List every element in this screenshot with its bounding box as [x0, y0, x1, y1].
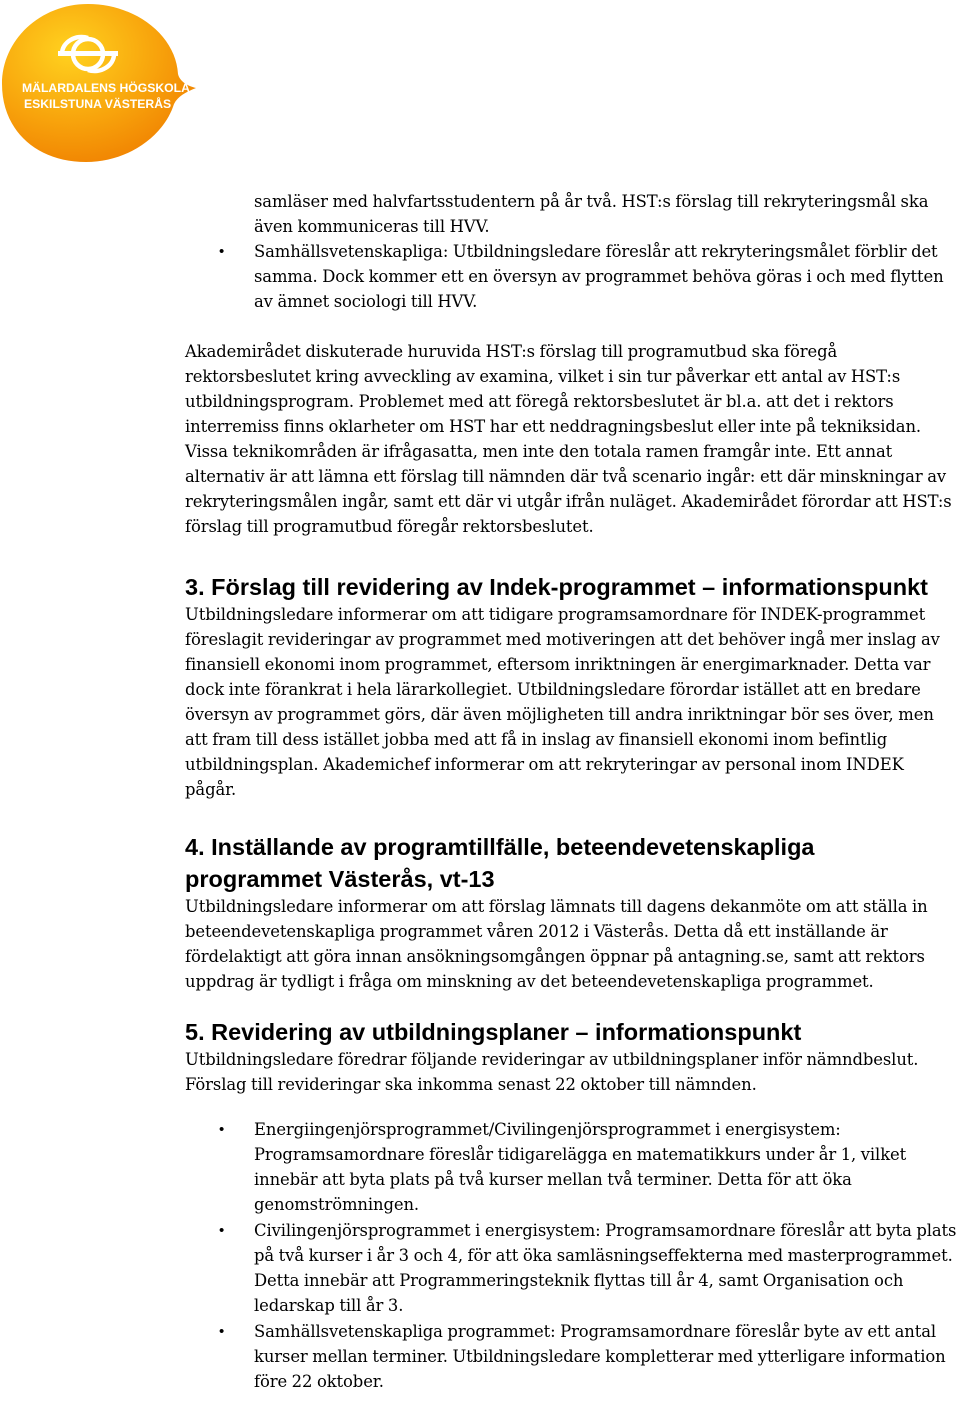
- list-item: • Civilingenjörsprogrammet i energisystem: Programsamordnare föreslår att byta plats på två kurser i år 3 och 4, för att öka samläsningseffekterna med masterprogrammet. Detta innebär att Programmeringsteknik flyttas till år 4, samt Organisation och ledarskap till år 3.: [254, 1218, 957, 1318]
- section-4-body: Utbildningsledare informerar om att förslag lämnats till dagens dekanmöte om att ställa in beteendevetenskapliga programmet våren 2012 i Västerås. Detta då ett inställande är fördelaktigt att göra innan ansökningsomgången öppnar på antagning.se, samt att rektors uppdrag är tydligt i fråga om minskning av det beteendevetenskapliga programmet.: [185, 897, 928, 991]
- logo-mark-icon: [0, 0, 200, 170]
- logo-line1: MÄLARDALENS HÖGSKOLA: [22, 81, 190, 95]
- section-3-heading: 3. Förslag till revidering av Indek-programmet – informationspunkt: [185, 574, 929, 600]
- list-item: • Samhällsvetenskapliga: Utbildningsledare föreslår att rekryteringsmålet förblir det samma. Dock kommer ett en översyn av programmet behöva göras i och med flytten av ämnet sociologi till HVV.: [254, 239, 957, 314]
- document-body: [185, 189, 957, 1394]
- university-logo: [0, 0, 200, 170]
- list-item: samläser med halvfartsstudentern på år två. HST:s förslag till rekryteringsmål ska även kommuniceras till HVV.: [254, 192, 929, 236]
- list-item: • Samhällsvetenskapliga programmet: Programsamordnare föreslår byte av ett antal kurser mellan terminer. Utbildningsledare kompletterar med ytterligare information före 22 oktober.: [254, 1319, 957, 1394]
- list-item: • Energiingenjörsprogrammet/Civilingenjörsprogrammet i energisystem: Programsamordnare föreslår tidigarelägga en matematikkurs under år 1, vilket innebär att byta plats på två kurser mellan två terminer. Detta för att öka genomströmningen.: [254, 1117, 957, 1217]
- section-5-body: Utbildningsledare föredrar följande revideringar av utbildningsplaner inför nämndbeslut. Förslag till revideringar ska inkomma senast 22 oktober till nämnden.: [185, 1050, 919, 1094]
- section-3-body: Utbildningsledare informerar om att tidigare programsamordnare för INDEK-programmet föreslagit revideringar av programmet med motiveringen att det behöver ingå mer inslag av finansiell ekonomi inom programmet, eftersom inriktningen är energimarknader. Detta var dock inte förankrat i hela lärarkollegiet. Utbildningsledare förordar istället att en bredare översyn av programmet görs, där även möjligheten till andra inriktningar bör ses över, men att fram till dess istället jobba med att få in inslag av finansiell ekonomi inom befintlig utbildningsplan. Akademichef informerar om att rekryteringar av personal inom INDEK pågår.: [185, 605, 940, 799]
- logo-line2: ESKILSTUNA VÄSTERÅS: [24, 97, 172, 111]
- revision-list: [185, 1117, 957, 1394]
- section-4-heading: 4. Inställande av programtillfälle, beteendevetenskapliga programmet Västerås, vt-13: [185, 834, 815, 892]
- akademi-paragraph: Akademirådet diskuterade huruvida HST:s förslag till programutbud ska föregå rektorsbeslutet kring avveckling av examina, vilket i sin tur påverkar ett antal av HST:s utbildningsprogram. Problemet med att föregå rektorsbeslutet är bl.a. att det i rektors interremiss finns oklarheter om HST har ett neddragningsbeslut eller inte på tekniksidan. Vissa teknikområden är ifrågasatta, men inte den totala ramen framgår inte. Ett annat alternativ är att lämna ett förslag till nämnden där två scenario ingår: ett där minskningar av rekryteringsmålen ingår, samt ett där vi utgår ifrån nuläget. Akademirådet förordar att HST:s förslag till programutbud föregår rektorsbeslutet.: [185, 342, 952, 536]
- section-5-heading: 5. Revidering av utbildningsplaner – informationspunkt: [185, 1019, 802, 1045]
- top-list: [185, 189, 957, 314]
